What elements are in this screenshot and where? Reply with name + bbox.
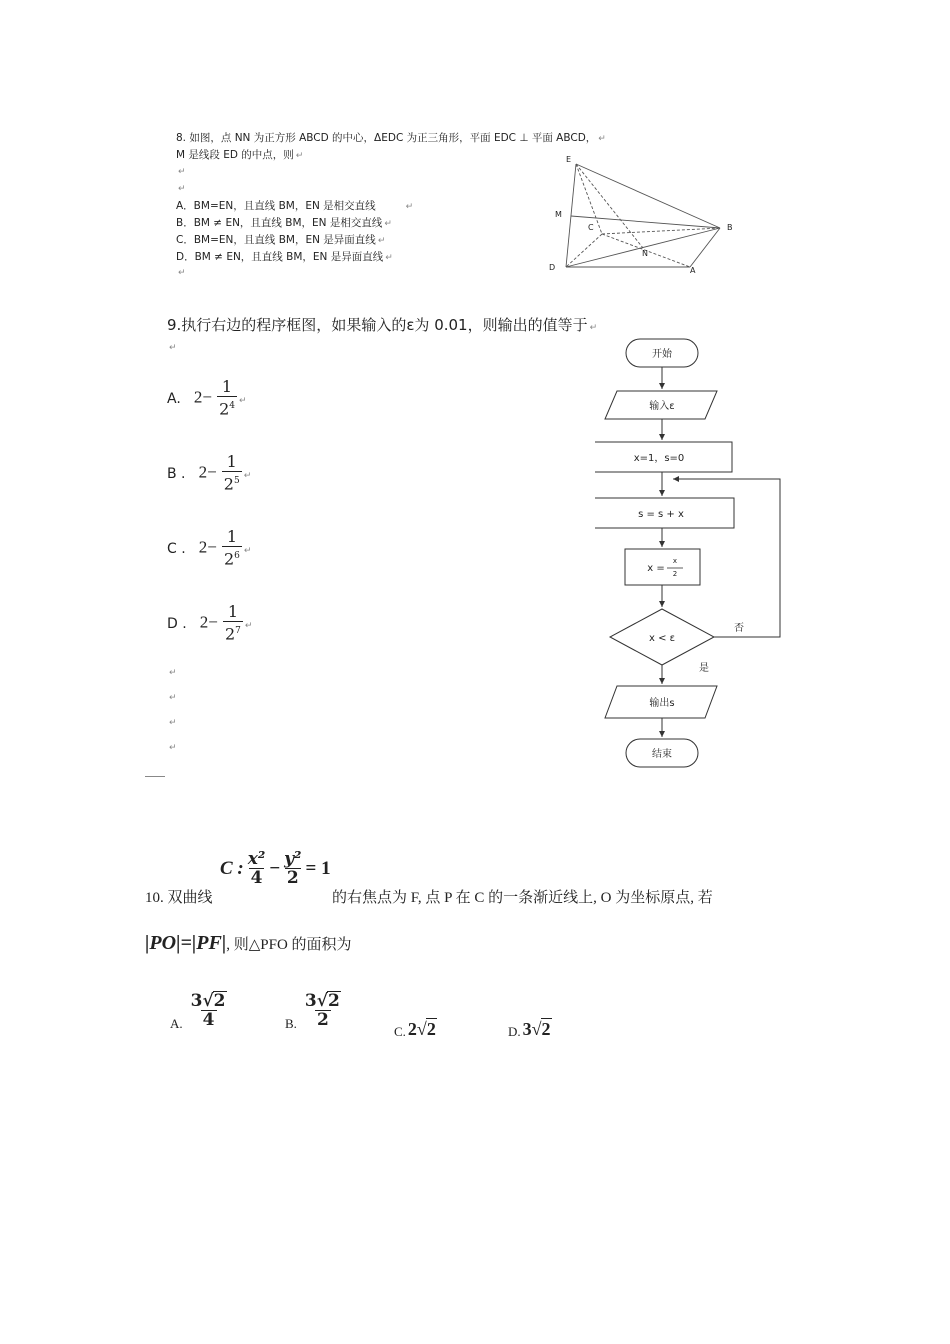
flow-input-label: 输入ε	[649, 401, 675, 412]
label-b: B	[727, 223, 733, 232]
q8-option-b: B．BM ≠ EN，且直线 BM，EN 是相交直线 ↵	[176, 217, 392, 229]
flow-halve-num: x	[672, 557, 678, 565]
q9-flowchart	[595, 333, 795, 773]
flow-halve-den: 2	[672, 570, 678, 578]
q9-empty-line: ↵	[169, 743, 177, 753]
q10-option-b: B. $\frac{3√2}{2}$	[285, 991, 340, 1031]
flow-halve-lhs: x =	[647, 563, 665, 574]
q9-option-c: C . 2− $\frac{1}{2^6}$ ↵	[167, 527, 252, 569]
flow-sum-label: s = s + x	[638, 509, 684, 520]
flow-output-label: 输出s	[649, 698, 675, 709]
q9-empty-line: ↵	[169, 343, 177, 353]
q9-option-b: B . 2− $\frac{1}{2^5}$ ↵	[167, 452, 252, 494]
edge-ab	[690, 228, 720, 267]
label-d: D	[549, 263, 556, 272]
q8-empty-line: ↵	[178, 184, 186, 194]
q9-empty-line: ↵	[169, 718, 177, 728]
edge-cb	[602, 228, 720, 234]
label-n: N	[642, 249, 648, 258]
q8-option-d: D．BM ≠ EN，且直线 BM，EN 是异面直线 ↵	[176, 251, 393, 263]
label-e: E	[566, 155, 572, 164]
flow-yes-label: 是	[699, 663, 709, 674]
edge-ed	[566, 164, 576, 267]
q8-empty-line: ↵	[178, 167, 186, 177]
q8-line2: M 是线段 ED 的中点，则 ↵	[176, 149, 304, 161]
q10-hyperbola-equation: C : $\frac{\text{x²}}{4}$ − $\frac{\text{y²}}{2}$ = 1	[220, 849, 331, 888]
q10-prefix: 10. 双曲线	[145, 890, 213, 906]
q8-line1: 8. 如图，点 NN 为正方形 ABCD 的中心，ΔEDC 为正三角形，平面 EDC ⊥ 平面 ABCD， ↵	[176, 132, 606, 144]
label-c: C	[588, 223, 594, 232]
flow-decision-label: x < ε	[648, 633, 676, 644]
q10-line2: |PO|=|PF|, 则△PFO 的面积为	[145, 932, 352, 954]
flow-init-label: x=1，s=0	[633, 453, 685, 464]
flow-start-label: 开始	[652, 349, 672, 360]
q10-option-c: C. 2√2	[394, 1019, 436, 1039]
q9-empty-line: ↵	[169, 693, 177, 703]
q9-option-a: A. 2− $\frac{1}{2^4}$ ↵	[167, 377, 247, 419]
q10-option-d: D. 3√2	[508, 1019, 551, 1039]
q8-option-c: C．BM=EN，且直线 BM，EN 是异面直线 ↵	[176, 234, 386, 246]
q10-option-a: A. $\frac{3√2}{4}$	[170, 991, 226, 1031]
q10-abs-equation: |PO|=|PF|	[145, 932, 227, 954]
label-a: A	[690, 266, 696, 275]
q8-option-a: A．BM=EN，且直线 BM，EN 是相交直线 ↵	[176, 200, 414, 212]
flow-end-label: 结束	[652, 749, 672, 760]
q9-question: 9.执行右边的程序框图，如果输入的ε为 0.01，则输出的值等于 ↵	[167, 316, 598, 334]
q9-empty-line: ↵	[169, 668, 177, 678]
label-m: M	[555, 210, 562, 219]
segment-en	[576, 164, 643, 248]
q8-pyramid-figure	[540, 152, 740, 280]
q10-text1: 的右焦点为 F, 点 P 在 C 的一条渐近线上, O 为坐标原点, 若	[332, 890, 713, 906]
flow-no-label: 否	[734, 623, 744, 634]
q9-option-d: D . 2− $\frac{1}{2^7}$ ↵	[167, 602, 253, 644]
divider	[145, 776, 165, 777]
q8-empty-line: ↵	[178, 268, 186, 278]
